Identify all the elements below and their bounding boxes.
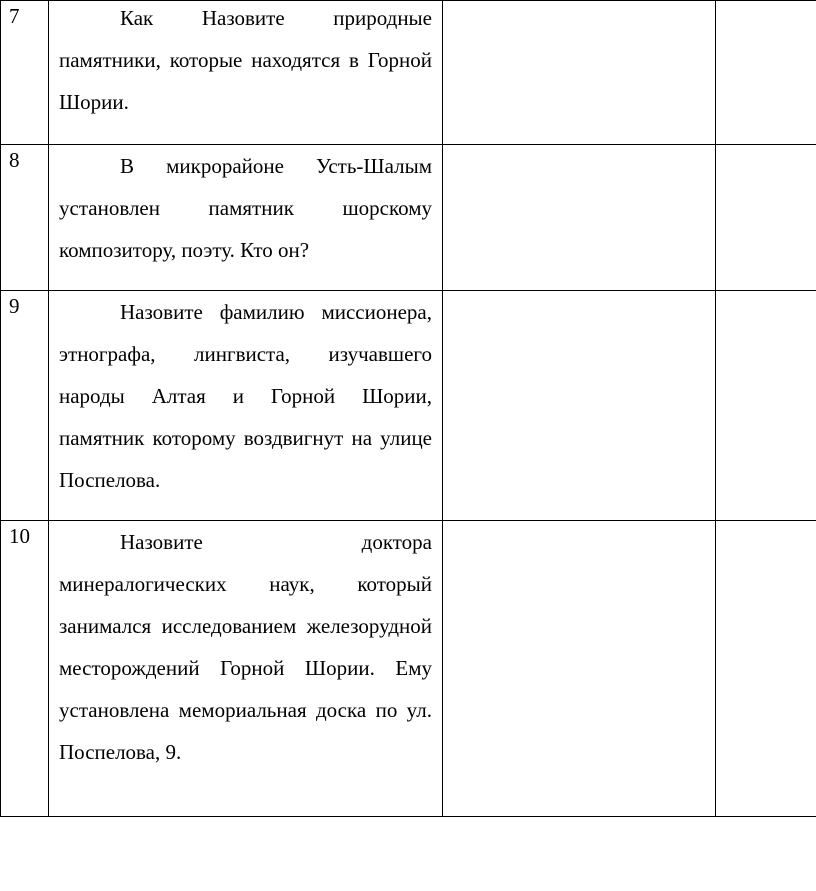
question-text: Как Назовите природные памятники, которые находятся в Горной Шории. bbox=[59, 6, 432, 114]
mark-cell[interactable] bbox=[716, 291, 816, 521]
answer-cell[interactable] bbox=[443, 145, 716, 291]
row-number: 10 bbox=[1, 521, 49, 817]
table-row bbox=[1, 521, 816, 817]
answer-cell[interactable] bbox=[443, 1, 716, 145]
table-row bbox=[1, 291, 816, 521]
question-text: Назовите фамилию миссионера, этнографа, лингвиста, изучавшего народы Алтая и Горной Шории, памятник которому воздвигнут на улице Поспелова. bbox=[59, 300, 432, 492]
answer-cell[interactable] bbox=[443, 521, 716, 817]
mark-cell[interactable] bbox=[716, 1, 816, 145]
question-text: Назовите доктора минералогических наук, который занимался исследованием железорудной месторождений Горной Шории. Ему установлена мемориальная доска по ул. Поспелова, 9. bbox=[59, 530, 432, 764]
row-number: 8 bbox=[1, 145, 49, 291]
question-text: В микрорайоне Усть-Шалым установлен памятник шорскому композитору, поэту. Кто он? bbox=[59, 154, 432, 262]
table-row bbox=[1, 1, 816, 145]
row-number: 7 bbox=[1, 1, 49, 145]
question-cell bbox=[49, 521, 443, 817]
row-number: 9 bbox=[1, 291, 49, 521]
question-cell bbox=[49, 291, 443, 521]
table-row bbox=[1, 145, 816, 291]
mark-cell[interactable] bbox=[716, 521, 816, 817]
answer-cell[interactable] bbox=[443, 291, 716, 521]
question-cell bbox=[49, 1, 443, 145]
question-cell bbox=[49, 145, 443, 291]
mark-cell[interactable] bbox=[716, 145, 816, 291]
